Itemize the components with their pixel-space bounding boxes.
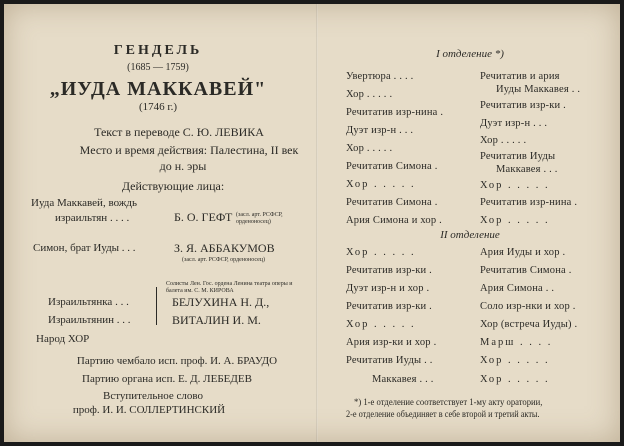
role-judas-line-2: израильтян . . . .: [55, 212, 130, 224]
center-fold: [316, 4, 318, 442]
act2-left-item: Маккавея . . .: [372, 374, 434, 385]
act1-right-item: Хор . . . . .: [480, 135, 527, 146]
act2-left-item: Речитатив изр-ки .: [346, 301, 432, 312]
act1-left-item: Хор . . . . .: [346, 143, 393, 154]
act1-left-item: Речитатив Симона .: [346, 197, 438, 208]
role-people-chorus: Народ ХОР: [36, 333, 90, 345]
role-judas-line-1: Иуда Маккавей, вождь: [31, 197, 138, 209]
act1-left-item: Ария Симона и хор .: [346, 215, 442, 226]
harpsichord-credit: Партию чембало исп. проф. И. А. БРАУДО: [76, 355, 278, 367]
act1-right-item: Речитатив и ария: [480, 71, 560, 82]
footnote-line-2: [346, 410, 556, 419]
act1-right-item: Хор . . . . .: [480, 215, 550, 226]
work-year: (1746 г.): [138, 101, 178, 113]
act1-right-item: Речитатив изр-ки .: [480, 100, 566, 111]
act1-right-item: Маккавея . . .: [496, 164, 558, 175]
cast-heading: Действующие лица:: [121, 179, 225, 193]
composer-name: ГЕНДЕЛЬ: [113, 43, 203, 58]
footnote-line-1: [354, 398, 550, 407]
role-israelite-man: Израильтянин . . .: [48, 314, 131, 326]
setting-line-1: Место и время действия: Палестина, II век: [79, 143, 299, 157]
composer-dates: (1685 — 1759): [127, 62, 189, 73]
act1-left-item: Хор . . . . .: [346, 179, 416, 190]
act2-right-item: Хор . . . . .: [480, 374, 550, 385]
performer-abbakumov-note: (засл. арт. РСФСР, орденоносец): [182, 257, 266, 263]
act2-heading: II отделение: [440, 229, 500, 241]
setting-line-2: до н. эры: [159, 159, 207, 173]
performer-abbakumov: З. Я. АББАКУМОВ: [174, 241, 275, 255]
act2-left-item: Ария изр-ки и хор .: [346, 337, 437, 348]
act1-right-item: Хор . . . . .: [480, 180, 550, 191]
act2-right-item: Хор . . . . .: [480, 355, 550, 366]
work-title: „ИУДА МАККАВЕЙ": [49, 78, 267, 100]
act2-left-item: Речитатив Иуды . .: [346, 355, 433, 366]
act2-left-item: Хор . . . . .: [346, 319, 416, 330]
act1-right-item: Дуэт изр-н . . .: [480, 118, 548, 129]
act1-left-item: Увертюра . . . .: [346, 71, 414, 82]
act2-right-item: Соло изр-нки и хор .: [480, 301, 576, 312]
act1-heading: I отделение *): [436, 48, 504, 60]
act1-left-item: Хор . . . . .: [346, 89, 393, 100]
act1-left-item: Речитатив изр-нина .: [346, 107, 444, 118]
act2-left-item: Речитатив изр-ки .: [346, 265, 432, 276]
intro-line-1: Вступительное слово: [103, 390, 203, 402]
act2-right-item: Хор (встреча Иуды) .: [480, 319, 578, 330]
translation-credit: Текст в переводе С. Ю. ЛЕВИКА: [94, 125, 264, 139]
performer-vitalin: ВИТАЛИН И. М.: [172, 313, 261, 327]
act2-right-item: Речитатив Симона .: [480, 265, 572, 276]
role-simon: Симон, брат Иуды . . .: [33, 242, 136, 254]
act2-left-item: Хор . . . . .: [346, 247, 416, 258]
program-sheet: [4, 4, 620, 442]
act1-right-item: Речитатив изр-нина .: [480, 197, 578, 208]
role-israelite-woman: Израильтянка . . .: [48, 296, 129, 308]
soloists-bracket: [156, 287, 163, 325]
footnote-line-1-text: *) 1-е отделение соответствует 1-му акту оратории,: [354, 397, 543, 407]
act2-right-item: Ария Иуды и хор .: [480, 247, 566, 258]
organ-credit: Партию органа исп. Е. Д. ЛЕБЕДЕВ: [82, 373, 252, 385]
act1-left-item: Речитатив Симона .: [346, 161, 438, 172]
act1-right-item: Иуды Маккавея . .: [496, 84, 581, 95]
performer-belukhina: БЕЛУХИНА Н. Д.,: [172, 295, 270, 309]
footnote-line-2-text: 2-е отделение объединяет в себе второй и третий акты.: [346, 409, 540, 419]
intro-line-2: проф. И. И. СОЛЛЕРТИНСКИЙ: [72, 404, 226, 416]
act2-left-item: Дуэт изр-н и хор .: [346, 283, 430, 294]
performer-geft-note: (засл. арт. РСФСР, орденоносец): [236, 212, 283, 225]
performer-geft: Б. О. ГЕФТ: [174, 210, 233, 224]
act2-right-item: Марш . . . .: [480, 337, 553, 348]
act1-right-item: Речитатив Иуды: [480, 151, 556, 162]
act1-left-item: Дуэт изр-н . . .: [346, 125, 414, 136]
soloists-note: Солисты Лен. Гос. ордена Ленина театра оперы и балета им. С. М. КИРОВА: [166, 281, 293, 294]
act2-right-item: Ария Симона . .: [480, 283, 555, 294]
